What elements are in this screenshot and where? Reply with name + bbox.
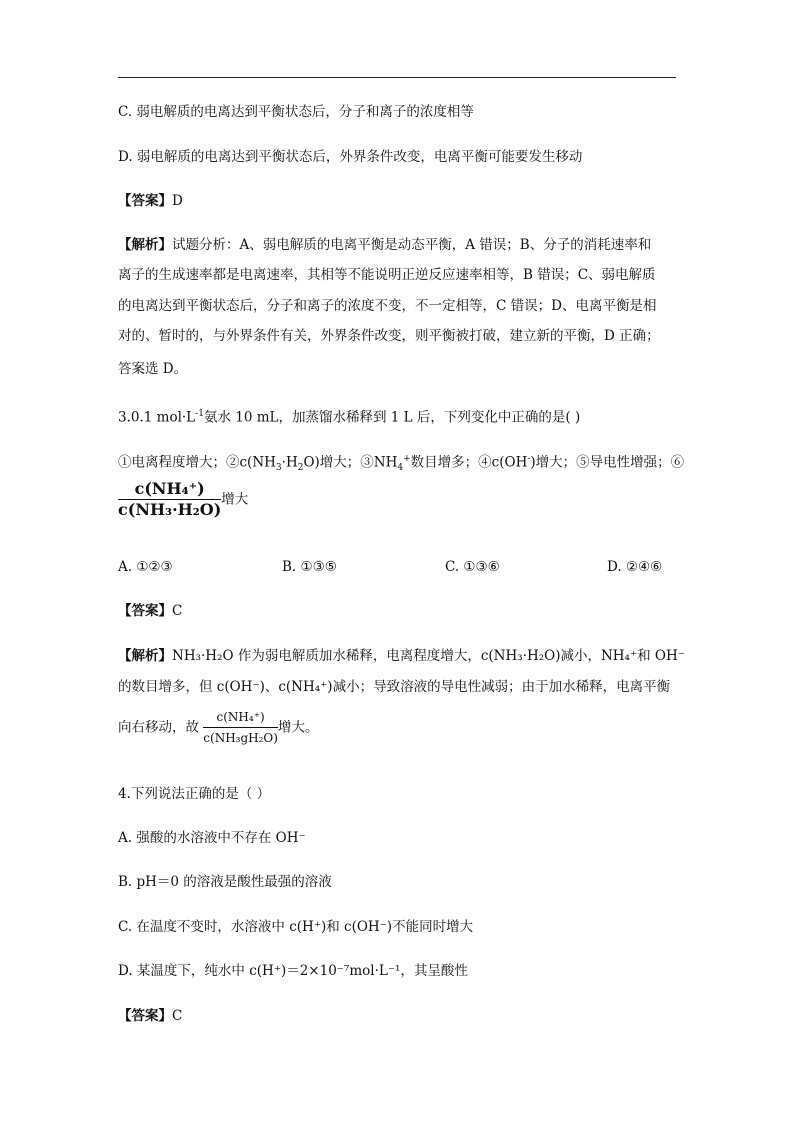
answer-tag: 【答案】 [118,193,172,209]
q2-analysis-line: 离子的生成速率都是电离速率，其相等不能说明正逆反应速率相等，B 错误；C、弱电解质 [118,267,656,283]
stem-text: 3.0.1 mol·L [118,409,196,426]
q4-answer [118,1007,182,1025]
analysis-text: 试题分析：A、弱电解质的电离平衡是动态平衡，A 错误；B、分子的消耗速率和 [172,237,652,253]
q3-stem [118,405,580,427]
items-text: O)增大；③NH [303,454,398,471]
superscript: + [403,454,411,464]
fraction-denominator: c(NH₃·H₂O) [118,500,222,519]
items-text: 数目增多；④c(OH [410,454,528,471]
superscript: -1 [195,409,204,419]
analysis-text: 增大。 [277,719,319,736]
subscript: 4 [397,463,404,474]
q3-analysis-fraction-line [118,708,318,747]
q2-option-d: D. 弱电解质的电离达到平衡状态后，外界条件改变，电离平衡可能要发生移动 [118,149,583,165]
q3-option-c: C. ①③⑥ [445,559,500,575]
q4-option-a: A. 强酸的水溶液中不存在 OH⁻ [118,830,306,846]
q3-items [118,450,684,477]
q2-option-c: C. 弱电解质的电离达到平衡状态后，分子和离子的浓度相等 [118,104,474,120]
analysis-fraction [203,708,278,747]
answer-value: C [172,603,183,619]
subscript: 2 [297,463,304,474]
stem-text: 氨水 10 mL，加蒸馏水稀释到 1 L 后，下列变化中正确的是( ) [203,409,581,426]
q3-option-d: D. ②④⑥ [607,559,663,575]
answer-tag: 【答案】 [118,1008,172,1024]
q2-analysis-line [118,236,651,254]
q2-analysis-line: 答案选 D。 [118,361,188,377]
fraction-suffix: 增大 [221,491,249,508]
q2-answer [118,192,183,210]
q4-option-d: D. 某温度下，纯水中 c(H⁺)＝2×10⁻⁷mol·L⁻¹，其呈酸性 [118,963,468,979]
answer-tag: 【答案】 [118,603,172,619]
q2-analysis-line: 的电离达到平衡状态后，分子和离子的浓度不变，不一定相等，C 错误；D、电离平衡是相 [118,298,657,314]
analysis-text: NH₃·H₂O 作为弱电解质加水稀释，电离程度增大，c(NH₃·H₂O)减小，NH₄⁺和 OH⁻ [172,648,685,664]
q3-answer [118,602,182,620]
q4-option-b: B. pH＝0 的溶液是酸性最强的溶液 [118,874,332,890]
answer-value: C [172,1008,183,1024]
items-text: ①电离程度增大；②c(NH [118,454,276,471]
header-rule [118,77,676,78]
q3-analysis-line [118,647,685,665]
q2-analysis-line: 对的、暂时的，与外界条件有关，外界条件改变，则平衡被打破，建立新的平衡，D 正确； [118,328,660,344]
fraction-denominator: c(NH₃gH₂O) [203,731,278,745]
items-text: ·H [281,454,298,471]
fraction-numerator: c(NH₄⁺) [203,708,278,728]
answer-value: D [172,193,183,209]
q3-fraction-line [118,480,248,519]
q3-option-b: B. ①③⑤ [282,559,337,575]
analysis-text: 向右移动，故 [118,719,199,736]
analysis-tag: 【解析】 [118,237,172,253]
superscript: - [527,454,531,464]
q3-option-a: A. ①②③ [118,559,173,575]
q4-stem: 4.下列说法正确的是（ ） [118,786,271,802]
subscript: 3 [275,463,282,474]
ratio-fraction [118,480,221,519]
items-text: )增大；⑤导电性增强；⑥ [530,454,685,471]
fraction-numerator: c(NH₄⁺) [118,480,221,500]
q3-analysis-line: 的数目增多，但 c(OH⁻)、c(NH₄⁺)减小；导致溶液的导电性减弱；由于加水稀释，电离平衡 [118,679,671,695]
analysis-tag: 【解析】 [118,648,172,664]
q4-option-c: C. 在温度不变时，水溶液中 c(H⁺)和 c(OH⁻)不能同时增大 [118,919,474,935]
